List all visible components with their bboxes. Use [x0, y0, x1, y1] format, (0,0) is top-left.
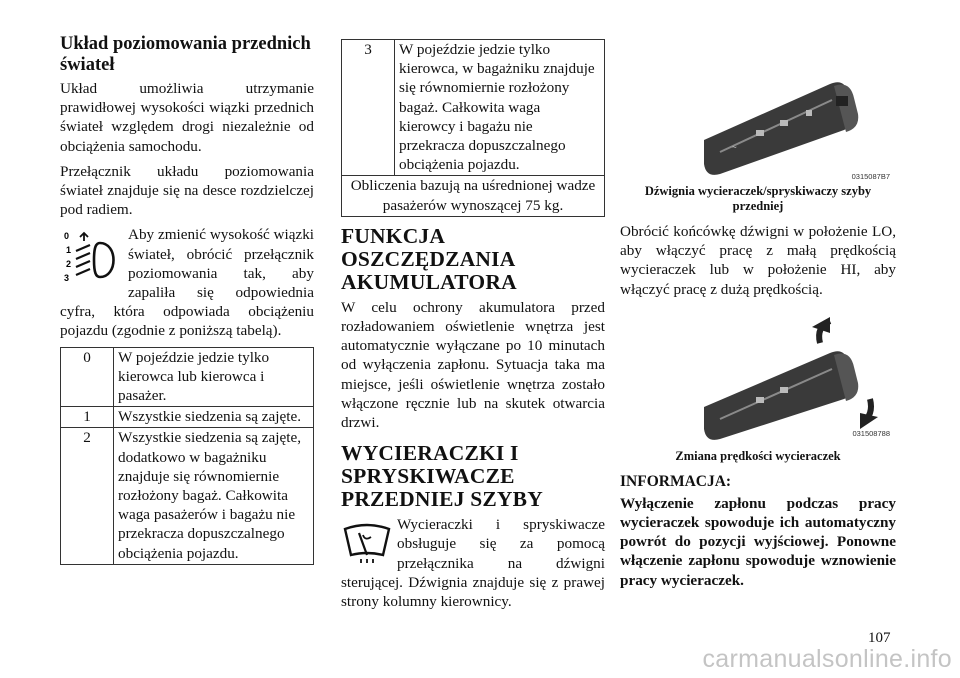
- figure-code: 031508788: [852, 428, 890, 438]
- windshield-wiper-icon: [341, 519, 393, 565]
- icon-digit: 1: [66, 245, 72, 256]
- wiper-speed-figure: [620, 313, 896, 441]
- paragraph: W celu ochrony akumulatora przed rozładowaniem oświetlenie wnętrza jest automatycznie wyłączane po 10 minutach od wyłączenia zapłonu. Sytuacja taka ma miejsce, jeśli oświetlenie wnętrza zostało włączone ręcznie lub na skutek otwarcia drzwi.: [341, 298, 605, 432]
- section-title-headlight-leveling: Układ poziomowania przednich świateł: [60, 34, 311, 75]
- watermark: carmanualsonline.info: [702, 645, 952, 673]
- wiper-lever-figure: [620, 34, 896, 184]
- paragraph: Przełącznik układu poziomowania świateł znajduje się na desce rozdzielczej pod radiem.: [60, 162, 314, 219]
- icon-digit: 3: [64, 273, 70, 284]
- paragraph: Układ umożliwia utrzymanie prawidłowej wysokości wiązki przednich świateł względem drogi niezależnie od obciążenia samochodu.: [60, 80, 314, 155]
- wiper-speed-illustration: [620, 313, 896, 441]
- description-cell: W pojeździe jedzie tylko kierowca, w bagażniku znajduje się równomiernie rozłożony bagaż. Całkowita waga kierowcy i bagażu nie przekracza dopuszczalnego obciążenia pojazdu.: [395, 40, 605, 176]
- leveling-table-continued: [341, 39, 605, 217]
- column-right: [620, 34, 896, 590]
- paragraph: Obrócić końcówkę dźwigni w położenie LO, aby włączyć pracę z małą prędkością wycieraczek lub w położenie HI, aby włączyć pracę z dużą prędkością.: [620, 223, 896, 298]
- description-cell: W pojeździe jedzie tylko kierowca lub kierowca i pasażer.: [114, 347, 314, 407]
- level-cell: 1: [61, 407, 114, 428]
- table-note: Obliczenia bazują na uśrednionej wadze pasażerów wynoszącej 75 kg.: [342, 176, 605, 216]
- paragraph: Wycieraczki i spryskiwacze obsługuje się za pomocą przełącznika na dźwigni sterującej. Dźwignia znajduje się z prawej strony kolumny kierownicy.: [341, 516, 605, 611]
- info-title: INFORMACJA:: [620, 472, 732, 490]
- leveling-table: [60, 347, 314, 565]
- wipers-instruction: [341, 515, 605, 611]
- table-row: [61, 347, 314, 407]
- table-row: [342, 40, 605, 176]
- column-left: [60, 34, 314, 565]
- headlight-leveling-icon: [60, 225, 124, 295]
- table-row: [61, 428, 314, 564]
- wiper-lever-illustration: [620, 34, 896, 184]
- page-number: 107: [868, 630, 891, 646]
- figure-caption: Zmiana prędkości wycieraczek: [675, 448, 841, 463]
- paragraph: Aby zmienić wysokość wiązki świateł, obrócić przełącznik poziomowania tak, aby zapaliła się odpowiednia cyfra, która odpowiada obciążeniu pojazdu (zgodnie z poniższą tabelą).: [60, 226, 315, 340]
- description-cell: Wszystkie siedzenia są zajęte, dodatkowo w bagażniku znajduje się równomiernie rozłożony bagaż. Całkowita waga pasażerów i bagażu nie przekracza dopuszczalnego obciążenia pojazdu.: [114, 428, 314, 564]
- table-row: [342, 176, 605, 216]
- level-cell: 0: [61, 347, 114, 407]
- section-title-wipers: WYCIERACZKI I SPRYSKIWACZE PRZEDNIEJ SZYBY: [341, 441, 543, 512]
- leveling-instruction: [60, 225, 314, 340]
- info-text: Wyłączenie zapłonu podczas pracy wycieraczek spowoduje ich automatyczny powrót do pozycji wyjściowej. Ponowne włączenie zapłonu spowoduje wznowienie pracy wycieraczek.: [620, 494, 896, 589]
- svg-text:~: ~: [732, 143, 737, 152]
- level-cell: 2: [61, 428, 114, 564]
- description-cell: Wszystkie siedzenia są zajęte.: [114, 407, 314, 428]
- level-cell: 3: [342, 40, 395, 176]
- section-title-battery-saver: FUNKCJA OSZCZĘDZANIA AKUMULATORA: [341, 223, 517, 294]
- icon-digit: 0: [64, 231, 70, 242]
- column-middle: [341, 39, 605, 617]
- figure-caption: Dźwignia wycieraczek/spryskiwaczy szyby przedniej: [644, 184, 872, 213]
- icon-digit: 2: [66, 259, 72, 270]
- table-row: [61, 407, 314, 428]
- figure-code: 0315087B7: [851, 172, 890, 181]
